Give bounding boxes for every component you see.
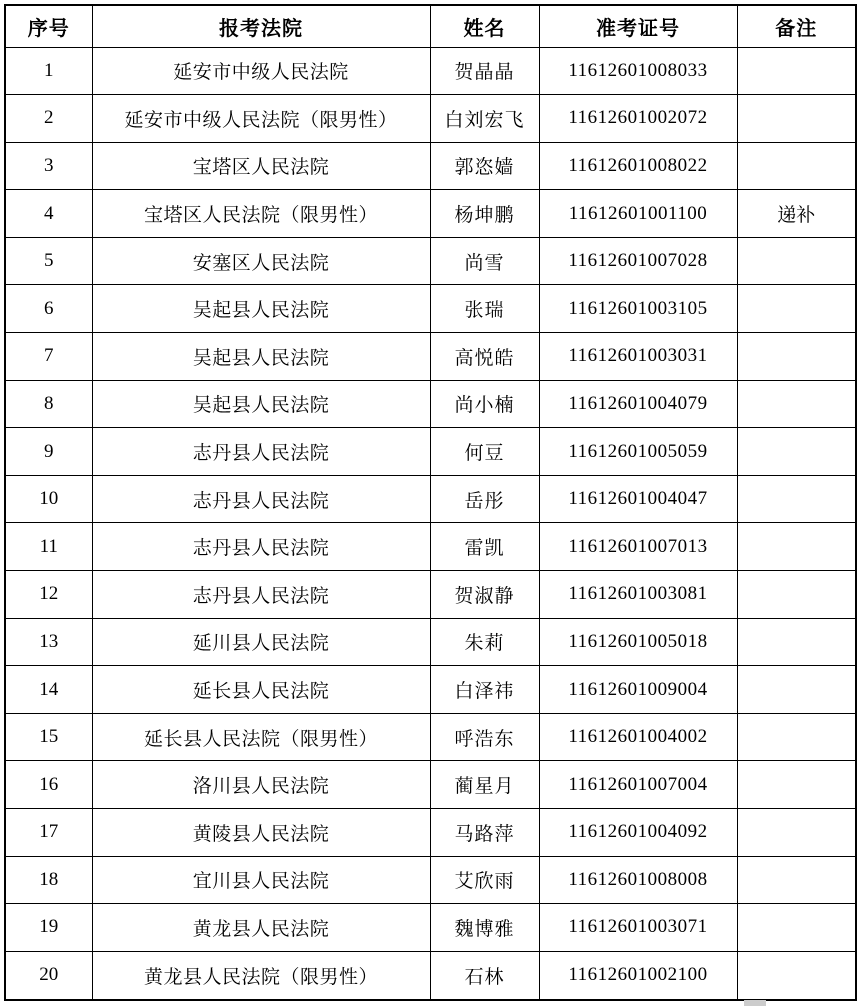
cell-ticket: 11612601008008 — [539, 856, 737, 904]
table-header-row — [5, 5, 856, 47]
cell-court: 志丹县人民法院 — [92, 523, 430, 571]
cell-name: 魏博雅 — [430, 904, 539, 952]
header-cell-ticket-no: 准考证号 — [539, 5, 737, 47]
cell-ticket: 11612601004092 — [539, 809, 737, 857]
cell-ticket: 11612601002100 — [539, 951, 737, 1000]
header-cell-remark: 备注 — [737, 5, 856, 47]
cell-name: 高悦皓 — [430, 333, 539, 381]
cell-no: 11 — [5, 523, 92, 571]
cell-ticket: 11612601009004 — [539, 666, 737, 714]
cell-ticket: 11612601007004 — [539, 761, 737, 809]
cell-remark — [737, 95, 856, 143]
cell-ticket: 11612601003031 — [539, 333, 737, 381]
cell-ticket: 11612601004002 — [539, 713, 737, 761]
table-row — [5, 475, 856, 523]
cell-ticket: 11612601004047 — [539, 475, 737, 523]
cell-ticket: 11612601008022 — [539, 142, 737, 190]
cell-remark — [737, 142, 856, 190]
header-cell-court: 报考法院 — [92, 5, 430, 47]
table-row — [5, 237, 856, 285]
cell-court: 吴起县人民法院 — [92, 285, 430, 333]
table-row — [5, 190, 856, 238]
cell-remark — [737, 428, 856, 476]
table-row — [5, 618, 856, 666]
cell-no: 1 — [5, 47, 92, 95]
cell-name: 岳彤 — [430, 475, 539, 523]
cell-remark — [737, 951, 856, 1000]
cell-name: 蔺星月 — [430, 761, 539, 809]
cell-ticket: 11612601004079 — [539, 380, 737, 428]
table-row — [5, 856, 856, 904]
cell-remark — [737, 47, 856, 95]
cell-remark — [737, 571, 856, 619]
cell-no: 12 — [5, 571, 92, 619]
cell-no: 4 — [5, 190, 92, 238]
bottom-edge-artifact — [744, 1000, 766, 1006]
cell-court: 延川县人民法院 — [92, 618, 430, 666]
table-row — [5, 142, 856, 190]
cell-no: 2 — [5, 95, 92, 143]
cell-court: 志丹县人民法院 — [92, 428, 430, 476]
cell-remark — [737, 523, 856, 571]
cell-remark — [737, 380, 856, 428]
cell-court: 延安市中级人民法院（限男性） — [92, 95, 430, 143]
cell-ticket: 11612601005018 — [539, 618, 737, 666]
cell-court: 宝塔区人民法院 — [92, 142, 430, 190]
cell-no: 17 — [5, 809, 92, 857]
cell-court: 延长县人民法院（限男性） — [92, 713, 430, 761]
cell-no: 20 — [5, 951, 92, 1000]
candidate-roster-table — [4, 4, 857, 1001]
header-cell-name: 姓名 — [430, 5, 539, 47]
cell-name: 尚雪 — [430, 237, 539, 285]
cell-ticket: 11612601007013 — [539, 523, 737, 571]
cell-name: 尚小楠 — [430, 380, 539, 428]
table-row — [5, 333, 856, 381]
table-row — [5, 47, 856, 95]
cell-no: 7 — [5, 333, 92, 381]
cell-court: 志丹县人民法院 — [92, 475, 430, 523]
cell-court: 黄龙县人民法院（限男性） — [92, 951, 430, 1000]
cell-no: 8 — [5, 380, 92, 428]
cell-remark — [737, 618, 856, 666]
table-row — [5, 904, 856, 952]
cell-court: 安塞区人民法院 — [92, 237, 430, 285]
cell-remark — [737, 713, 856, 761]
cell-court: 吴起县人民法院 — [92, 333, 430, 381]
cell-no: 15 — [5, 713, 92, 761]
cell-court: 志丹县人民法院 — [92, 571, 430, 619]
table-row — [5, 285, 856, 333]
cell-no: 10 — [5, 475, 92, 523]
cell-remark — [737, 237, 856, 285]
cell-remark — [737, 904, 856, 952]
table-row — [5, 380, 856, 428]
cell-court: 宝塔区人民法院（限男性） — [92, 190, 430, 238]
cell-remark — [737, 809, 856, 857]
cell-no: 16 — [5, 761, 92, 809]
cell-court: 延长县人民法院 — [92, 666, 430, 714]
table-row — [5, 523, 856, 571]
cell-no: 5 — [5, 237, 92, 285]
cell-remark — [737, 761, 856, 809]
cell-name: 杨坤鹏 — [430, 190, 539, 238]
header-cell-serial-no: 序号 — [5, 5, 92, 47]
cell-ticket: 11612601008033 — [539, 47, 737, 95]
cell-name: 马路萍 — [430, 809, 539, 857]
cell-name: 贺晶晶 — [430, 47, 539, 95]
cell-no: 13 — [5, 618, 92, 666]
cell-no: 14 — [5, 666, 92, 714]
cell-no: 9 — [5, 428, 92, 476]
cell-no: 18 — [5, 856, 92, 904]
table-row — [5, 428, 856, 476]
cell-ticket: 11612601005059 — [539, 428, 737, 476]
cell-name: 白刘宏飞 — [430, 95, 539, 143]
cell-name: 白泽祎 — [430, 666, 539, 714]
cell-remark — [737, 475, 856, 523]
cell-ticket: 11612601001100 — [539, 190, 737, 238]
cell-name: 郭恣嫱 — [430, 142, 539, 190]
table-row — [5, 571, 856, 619]
cell-name: 艾欣雨 — [430, 856, 539, 904]
cell-ticket: 11612601003071 — [539, 904, 737, 952]
cell-court: 吴起县人民法院 — [92, 380, 430, 428]
cell-name: 雷凯 — [430, 523, 539, 571]
cell-name: 贺淑静 — [430, 571, 539, 619]
cell-remark: 递补 — [737, 190, 856, 238]
table-row — [5, 666, 856, 714]
cell-remark — [737, 856, 856, 904]
cell-no: 6 — [5, 285, 92, 333]
table-row — [5, 951, 856, 1000]
cell-name: 朱莉 — [430, 618, 539, 666]
cell-ticket: 11612601007028 — [539, 237, 737, 285]
cell-no: 19 — [5, 904, 92, 952]
cell-court: 黄龙县人民法院 — [92, 904, 430, 952]
cell-ticket: 11612601003081 — [539, 571, 737, 619]
cell-remark — [737, 666, 856, 714]
cell-ticket: 11612601002072 — [539, 95, 737, 143]
cell-name: 呼浩东 — [430, 713, 539, 761]
cell-remark — [737, 333, 856, 381]
cell-name: 石林 — [430, 951, 539, 1000]
cell-court: 宜川县人民法院 — [92, 856, 430, 904]
cell-ticket: 11612601003105 — [539, 285, 737, 333]
cell-court: 黄陵县人民法院 — [92, 809, 430, 857]
table-row — [5, 95, 856, 143]
table-row — [5, 713, 856, 761]
cell-remark — [737, 285, 856, 333]
cell-name: 何豆 — [430, 428, 539, 476]
table-row — [5, 809, 856, 857]
cell-court: 延安市中级人民法院 — [92, 47, 430, 95]
cell-court: 洛川县人民法院 — [92, 761, 430, 809]
cell-no: 3 — [5, 142, 92, 190]
cell-name: 张瑞 — [430, 285, 539, 333]
table-row — [5, 761, 856, 809]
